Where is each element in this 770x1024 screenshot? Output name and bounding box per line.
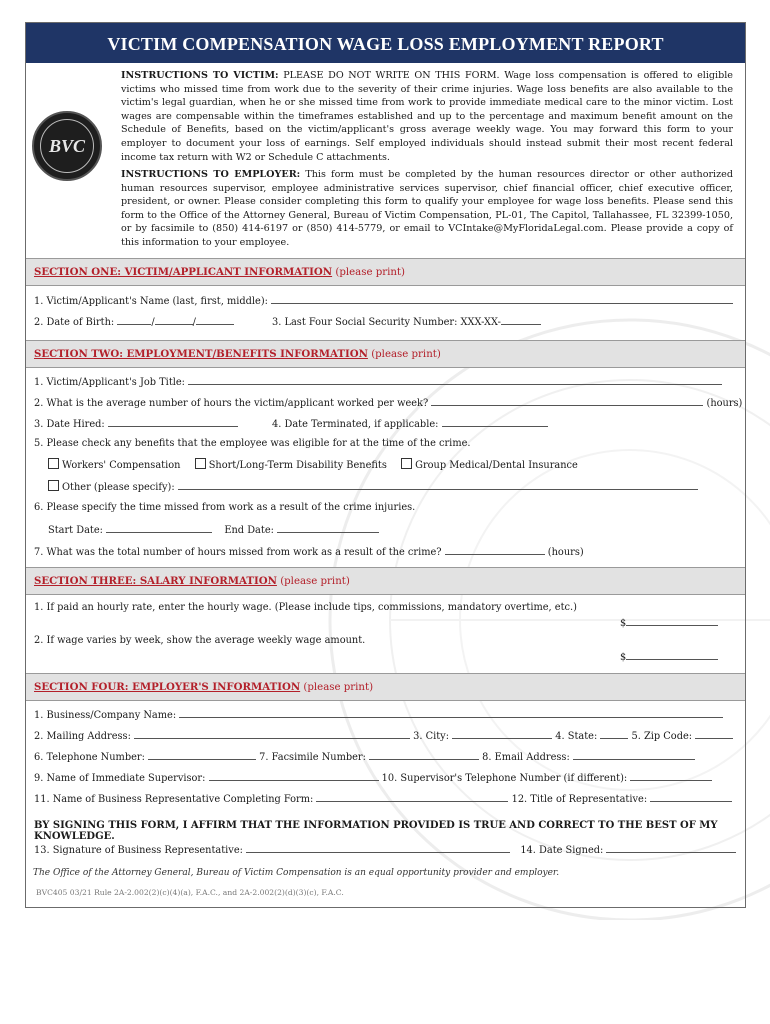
job-title-row (34, 374, 722, 390)
victim-instructions-label: INSTRUCTIONS TO VICTIM: (121, 70, 279, 81)
victim-name-field[interactable] (271, 293, 733, 304)
telephone-field[interactable] (148, 749, 256, 760)
other-benefit-label: Other (please specify): (62, 482, 175, 493)
eeo-statement: The Office of the Attorney General, Bureau of Victim Compensation is an equal opportunity provider and employer. (33, 868, 560, 878)
ssn-label: 3. Last Four Social Security Number: XXX-XX- (272, 317, 501, 328)
wage-loss-form (25, 22, 746, 908)
zip-label: 5. Zip Code: (631, 731, 693, 742)
victim-name-row (34, 293, 733, 309)
city-label: 3. City: (413, 731, 450, 742)
avg-hours-unit: (hours) (706, 398, 743, 409)
state-field[interactable] (600, 728, 628, 739)
end-date-label: End Date: (224, 525, 274, 536)
supervisor-name-field[interactable] (209, 770, 379, 781)
email-label: 8. Email Address: (482, 752, 570, 763)
section-two-note: (please print) (371, 349, 441, 360)
telephone-label: 6. Telephone Number: (34, 752, 145, 763)
section-three-title: SECTION THREE: SALARY INFORMATION (34, 575, 277, 587)
weekly-wage-field[interactable] (626, 649, 718, 660)
dob-month-field[interactable] (117, 314, 151, 325)
time-missed-question: 6. Please specify the time missed from work as a result of the crime injuries. (34, 502, 416, 513)
date-hired-label: 3. Date Hired: (34, 419, 105, 430)
supervisor-phone-label: 10. Supervisor's Telephone Number (if different): (381, 773, 628, 784)
company-name-field[interactable] (179, 707, 723, 718)
other-benefit-checkbox[interactable] (48, 480, 59, 491)
weekly-wage-dollar: $ (620, 652, 627, 663)
section-one-header (26, 258, 745, 286)
section-two-header (26, 340, 745, 368)
date-signed-field[interactable] (606, 842, 736, 853)
employer-instructions-label: INSTRUCTIONS TO EMPLOYER: (121, 169, 301, 180)
workers-comp-checkbox[interactable] (48, 458, 59, 469)
ssn-field[interactable] (501, 314, 541, 325)
facsimile-field[interactable] (369, 749, 479, 760)
form-title: VICTIM COMPENSATION WAGE LOSS EMPLOYMENT REPORT (26, 23, 745, 63)
city-field[interactable] (452, 728, 552, 739)
weekly-wage-question: 2. If wage varies by week, show the average weekly wage amount. (34, 635, 366, 646)
rep-title-field[interactable] (650, 791, 732, 802)
dob-year-field[interactable] (196, 314, 234, 325)
section-one-note: (please print) (335, 267, 405, 278)
hourly-wage-dollar: $ (620, 618, 627, 629)
start-end-row (48, 522, 379, 538)
supervisor-phone-field[interactable] (630, 770, 712, 781)
affirmation-statement: BY SIGNING THIS FORM, I AFFIRM THAT THE INFORMATION PROVIDED IS TRUE AND CORRECT TO THE BEST OF MY KNOWLEDGE. (34, 820, 718, 842)
date-terminated-field[interactable] (442, 416, 548, 427)
job-title-field[interactable] (188, 374, 722, 385)
date-signed-label: 14. Date Signed: (520, 845, 604, 856)
signature-row (34, 842, 736, 858)
hourly-wage-row (620, 615, 718, 631)
start-date-field[interactable] (106, 522, 212, 533)
rep-name-label: 11. Name of Business Representative Completing Form: (34, 794, 314, 805)
company-name-label: 1. Business/Company Name: (34, 710, 177, 721)
email-field[interactable] (573, 749, 695, 760)
dob-row: 2. Date of Birth: / / (34, 314, 234, 330)
employer-instructions-text: This form must be completed by the human resources director or other authorized human resources supervisor, employee administrative services supervisor, chief financial officer, chief executive officer, president, or owner. Please consider completing this form to qualify your employee for wage loss benefits. Please send this form to the Office of the Attorney General, Bureau of Victim Compensation, PL-01, The Capitol, Tallahassee, FL 32399-1050, or by facsimile to (850) 414-6197 or (850) 414-5779, or email to VCIntake@MyFloridaLegal.com. Please provide a copy of this information to your employee. (121, 169, 734, 248)
address-row (34, 728, 733, 744)
company-name-row (34, 707, 723, 723)
date-terminated-label: 4. Date Terminated, if applicable: (272, 419, 439, 430)
contact-row (34, 749, 695, 765)
other-benefit-row (48, 479, 698, 495)
date-hired-row (34, 416, 238, 432)
victim-name-label: 1. Victim/Applicant's Name (last, first, middle): (34, 296, 268, 307)
signature-field[interactable] (246, 842, 510, 853)
date-hired-field[interactable] (108, 416, 238, 427)
form-identifier: BVC405 03/21 Rule 2A-2.002(2)(c)(4)(a), F.A.C., and 2A-2.002(2)(d)(3)(c), F.A.C. (36, 888, 344, 897)
hourly-wage-field[interactable] (626, 615, 718, 626)
start-date-label: Start Date: (48, 525, 103, 536)
hours-missed-field[interactable] (445, 544, 545, 555)
section-four-title: SECTION FOUR: EMPLOYER'S INFORMATION (34, 681, 301, 693)
ssn-row (272, 314, 541, 330)
section-four-header (26, 673, 745, 701)
mailing-address-field[interactable] (134, 728, 410, 739)
victim-instructions-text: PLEASE DO NOT WRITE ON THIS FORM. Wage loss compensation is offered to eligible victims who missed time from work due to the severity of their crime injuries. Wage loss benefits are also available to the victim's legal guardian, when he or she missed time from work to provide immediate medical care to the minor victim. Lost wages are compensable within the timeframes established and up to the percentage and maximum benefit amount on the Schedule of Benefits, based on the victim/applicant's gross average weekly wage. You may forward this form to your employer to document your loss of earnings. Self employed individuals should instead submit their most recent federal income tax return with W2 or Schedule C attachments. (121, 70, 733, 163)
benefits-question: 5. Please check any benefits that the employee was eligible for at the time of the crime. (34, 438, 471, 449)
avg-hours-label: 2. What is the average number of hours the victim/applicant worked per week? (34, 398, 429, 409)
workers-comp-label: Workers' Compensation (62, 460, 181, 471)
dob-day-field[interactable] (155, 314, 193, 325)
hours-missed-unit: (hours) (547, 547, 584, 558)
disability-label: Short/Long-Term Disability Benefits (208, 460, 387, 471)
signature-label: 13. Signature of Business Representative: (34, 845, 243, 856)
section-three-note: (please print) (280, 576, 350, 587)
employer-instructions (121, 168, 733, 250)
supervisor-name-label: 9. Name of Immediate Supervisor: (34, 773, 206, 784)
rep-title-label: 12. Title of Representative: (511, 794, 648, 805)
bvc-seal-logo: BVC (32, 111, 102, 181)
supervisor-row (34, 770, 712, 786)
facsimile-label: 7. Facsimile Number: (259, 752, 366, 763)
dob-label: 2. Date of Birth: (34, 317, 115, 328)
state-label: 4. State: (555, 731, 598, 742)
weekly-wage-row (620, 649, 718, 665)
end-date-field[interactable] (277, 522, 379, 533)
disability-checkbox[interactable] (195, 458, 206, 469)
group-medical-checkbox[interactable] (401, 458, 412, 469)
group-medical-label: Group Medical/Dental Insurance (415, 460, 578, 471)
zip-field[interactable] (695, 728, 733, 739)
section-three-header (26, 567, 745, 595)
section-one-title: SECTION ONE: VICTIM/APPLICANT INFORMATION (34, 266, 333, 278)
avg-hours-row (34, 395, 742, 411)
representative-row (34, 791, 732, 807)
date-terminated-row (272, 416, 548, 432)
victim-instructions (121, 69, 733, 164)
avg-hours-field[interactable] (431, 395, 703, 406)
other-benefit-field[interactable] (178, 479, 698, 490)
section-four-note: (please print) (303, 682, 374, 693)
mailing-address-label: 2. Mailing Address: (34, 731, 131, 742)
job-title-label: 1. Victim/Applicant's Job Title: (34, 377, 185, 388)
hourly-wage-question: 1. If paid an hourly rate, enter the hourly wage. (Please include tips, commissions, mandatory overtime, etc.) (34, 602, 577, 613)
hours-missed-label: 7. What was the total number of hours missed from work as a result of the crime? (34, 547, 442, 558)
hours-missed-row (34, 544, 584, 560)
benefits-options-row (48, 458, 578, 473)
rep-name-field[interactable] (316, 791, 508, 802)
section-two-title: SECTION TWO: EMPLOYMENT/BENEFITS INFORMATION (34, 348, 368, 360)
